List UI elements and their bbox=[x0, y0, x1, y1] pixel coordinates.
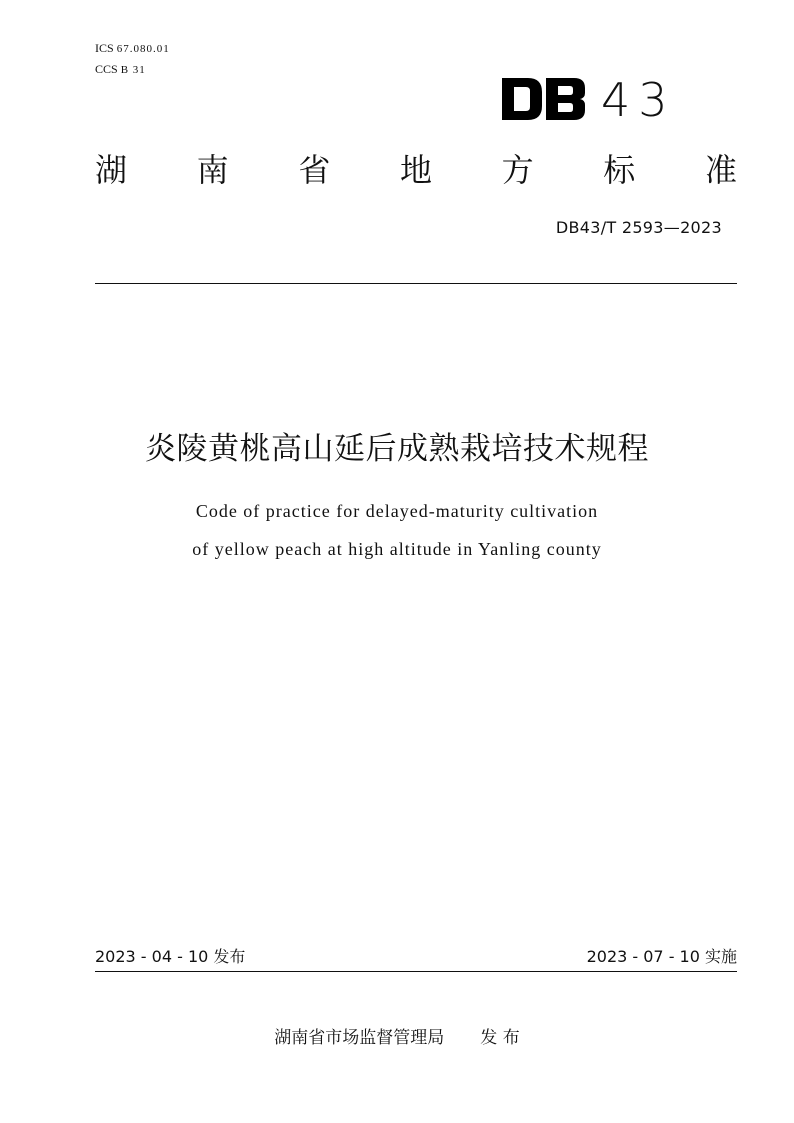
ccs-label: CCS bbox=[95, 62, 118, 76]
standard-type-title bbox=[95, 148, 737, 192]
ics-label: ICS bbox=[95, 41, 114, 55]
issuer-line bbox=[0, 1024, 794, 1052]
region-code: 43 bbox=[601, 73, 676, 127]
ics-code bbox=[95, 38, 170, 59]
standard-title-char: 地 bbox=[399, 151, 432, 189]
document-title-en-line1: Code of practice for delayed-maturity cultivation bbox=[195, 501, 599, 521]
standard-number: DB43/T 2593—2023 bbox=[555, 218, 722, 237]
ccs-value: B 31 bbox=[120, 64, 146, 76]
document-title-cn: 炎陵黄桃高山延后成熟栽培技术规程 bbox=[145, 431, 649, 467]
ccs-code bbox=[95, 59, 170, 80]
standard-title-char: 准 bbox=[704, 151, 737, 189]
effective-date: 2023 - 07 - 10 实施 bbox=[586, 947, 737, 966]
publish-date: 2023 - 04 - 10 发布 bbox=[95, 947, 246, 966]
dates-row bbox=[95, 944, 737, 970]
db-logo bbox=[502, 78, 586, 120]
document-title-en-line2: of yellow peach at high altitude in Yanling county bbox=[192, 539, 602, 559]
classification-codes bbox=[95, 38, 170, 80]
issuer-action: 发 布 bbox=[480, 1028, 520, 1048]
footer-divider bbox=[95, 971, 737, 972]
standard-title-char: 湖 bbox=[95, 151, 128, 189]
ics-value: 67.080.01 bbox=[116, 43, 170, 55]
issuer-name: 湖南省市场监督管理局 bbox=[274, 1028, 445, 1048]
standard-title-char: 省 bbox=[298, 151, 331, 189]
standard-title-char: 方 bbox=[501, 151, 534, 189]
standard-title-char: 南 bbox=[196, 151, 229, 189]
standard-title-char: 标 bbox=[603, 151, 636, 189]
header-divider bbox=[95, 283, 737, 284]
